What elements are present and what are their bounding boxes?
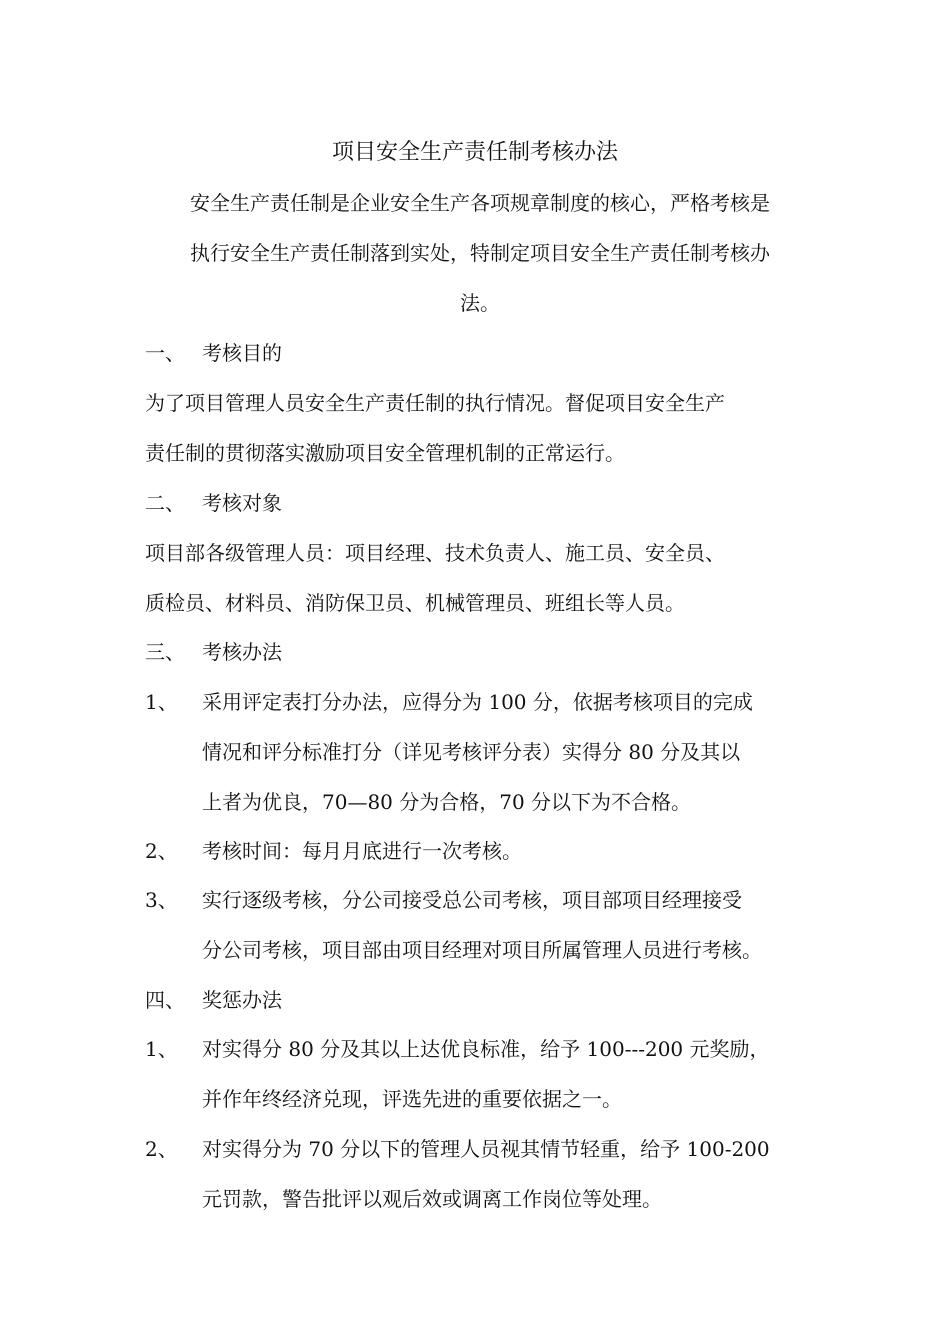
paragraph-line: 为了项目管理人员安全生产责任制的执行情况。督促项目安全生产 bbox=[145, 391, 725, 415]
item-number: 2、 bbox=[145, 839, 178, 863]
item-line: 上者为优良，70—80 分为合格，70 分以下为不合格。 bbox=[202, 790, 692, 814]
section-heading bbox=[145, 627, 820, 677]
section-title: 奖惩办法 bbox=[202, 988, 282, 1012]
section-title: 考核办法 bbox=[202, 640, 282, 664]
list-item bbox=[145, 677, 820, 827]
item-number: 1、 bbox=[145, 690, 178, 714]
item-line: 元罚款，警告批评以观后效或调离工作岗位等处理。 bbox=[202, 1187, 662, 1211]
list-item bbox=[145, 1024, 820, 1124]
item-line: 考核时间：每月月底进行一次考核。 bbox=[202, 839, 522, 863]
item-line: 情况和评分标准打分（详见考核评分表）实得分 80 分及其以 bbox=[202, 740, 741, 764]
section-number: 二、 bbox=[145, 491, 185, 515]
document-title: 项目安全生产责任制考核办法 bbox=[331, 140, 618, 165]
section-heading bbox=[145, 328, 820, 378]
section-number: 三、 bbox=[145, 640, 185, 664]
item-line: 分公司考核，项目部由项目经理对项目所属管理人员进行考核。 bbox=[202, 938, 762, 962]
list-item bbox=[145, 1124, 820, 1224]
intro-line: 执行安全生产责任制落到实处，特制定项目安全生产责任制考核办 bbox=[190, 241, 770, 265]
intro-line: 法。 bbox=[460, 291, 500, 315]
item-line: 对实得分为 70 分以下的管理人员视其情节轻重，给予 100-200 bbox=[202, 1137, 770, 1161]
paragraph-line: 质检员、材料员、消防保卫员、机械管理员、班组长等人员。 bbox=[145, 591, 685, 615]
section-number: 一、 bbox=[145, 341, 185, 365]
section-paragraph bbox=[145, 378, 820, 478]
section-heading bbox=[145, 478, 820, 528]
item-line: 对实得分 80 分及其以上达优良标准，给予 100---200 元奖励， bbox=[202, 1037, 770, 1061]
section-number: 四、 bbox=[145, 988, 185, 1012]
list-item bbox=[145, 875, 820, 975]
section-paragraph bbox=[145, 528, 820, 628]
section-heading bbox=[145, 975, 820, 1025]
item-line: 并作年终经济兑现，评选先进的重要依据之一。 bbox=[202, 1087, 622, 1111]
item-number: 2、 bbox=[145, 1137, 178, 1161]
list-item bbox=[145, 826, 820, 876]
item-line: 实行逐级考核，分公司接受总公司考核，项目部项目经理接受 bbox=[202, 888, 742, 912]
intro-paragraph bbox=[150, 178, 810, 328]
item-number: 1、 bbox=[145, 1037, 178, 1061]
section-title: 考核对象 bbox=[202, 491, 282, 515]
section-title: 考核目的 bbox=[202, 341, 282, 365]
intro-line: 安全生产责任制是企业安全生产各项规章制度的核心，严格考核是 bbox=[190, 191, 770, 215]
item-line: 采用评定表打分办法，应得分为 100 分，依据考核项目的完成 bbox=[202, 690, 753, 714]
item-number: 3、 bbox=[145, 888, 178, 912]
paragraph-line: 责任制的贯彻落实激励项目安全管理机制的正常运行。 bbox=[145, 441, 625, 465]
paragraph-line: 项目部各级管理人员：项目经理、技术负责人、施工员、安全员、 bbox=[145, 541, 725, 565]
